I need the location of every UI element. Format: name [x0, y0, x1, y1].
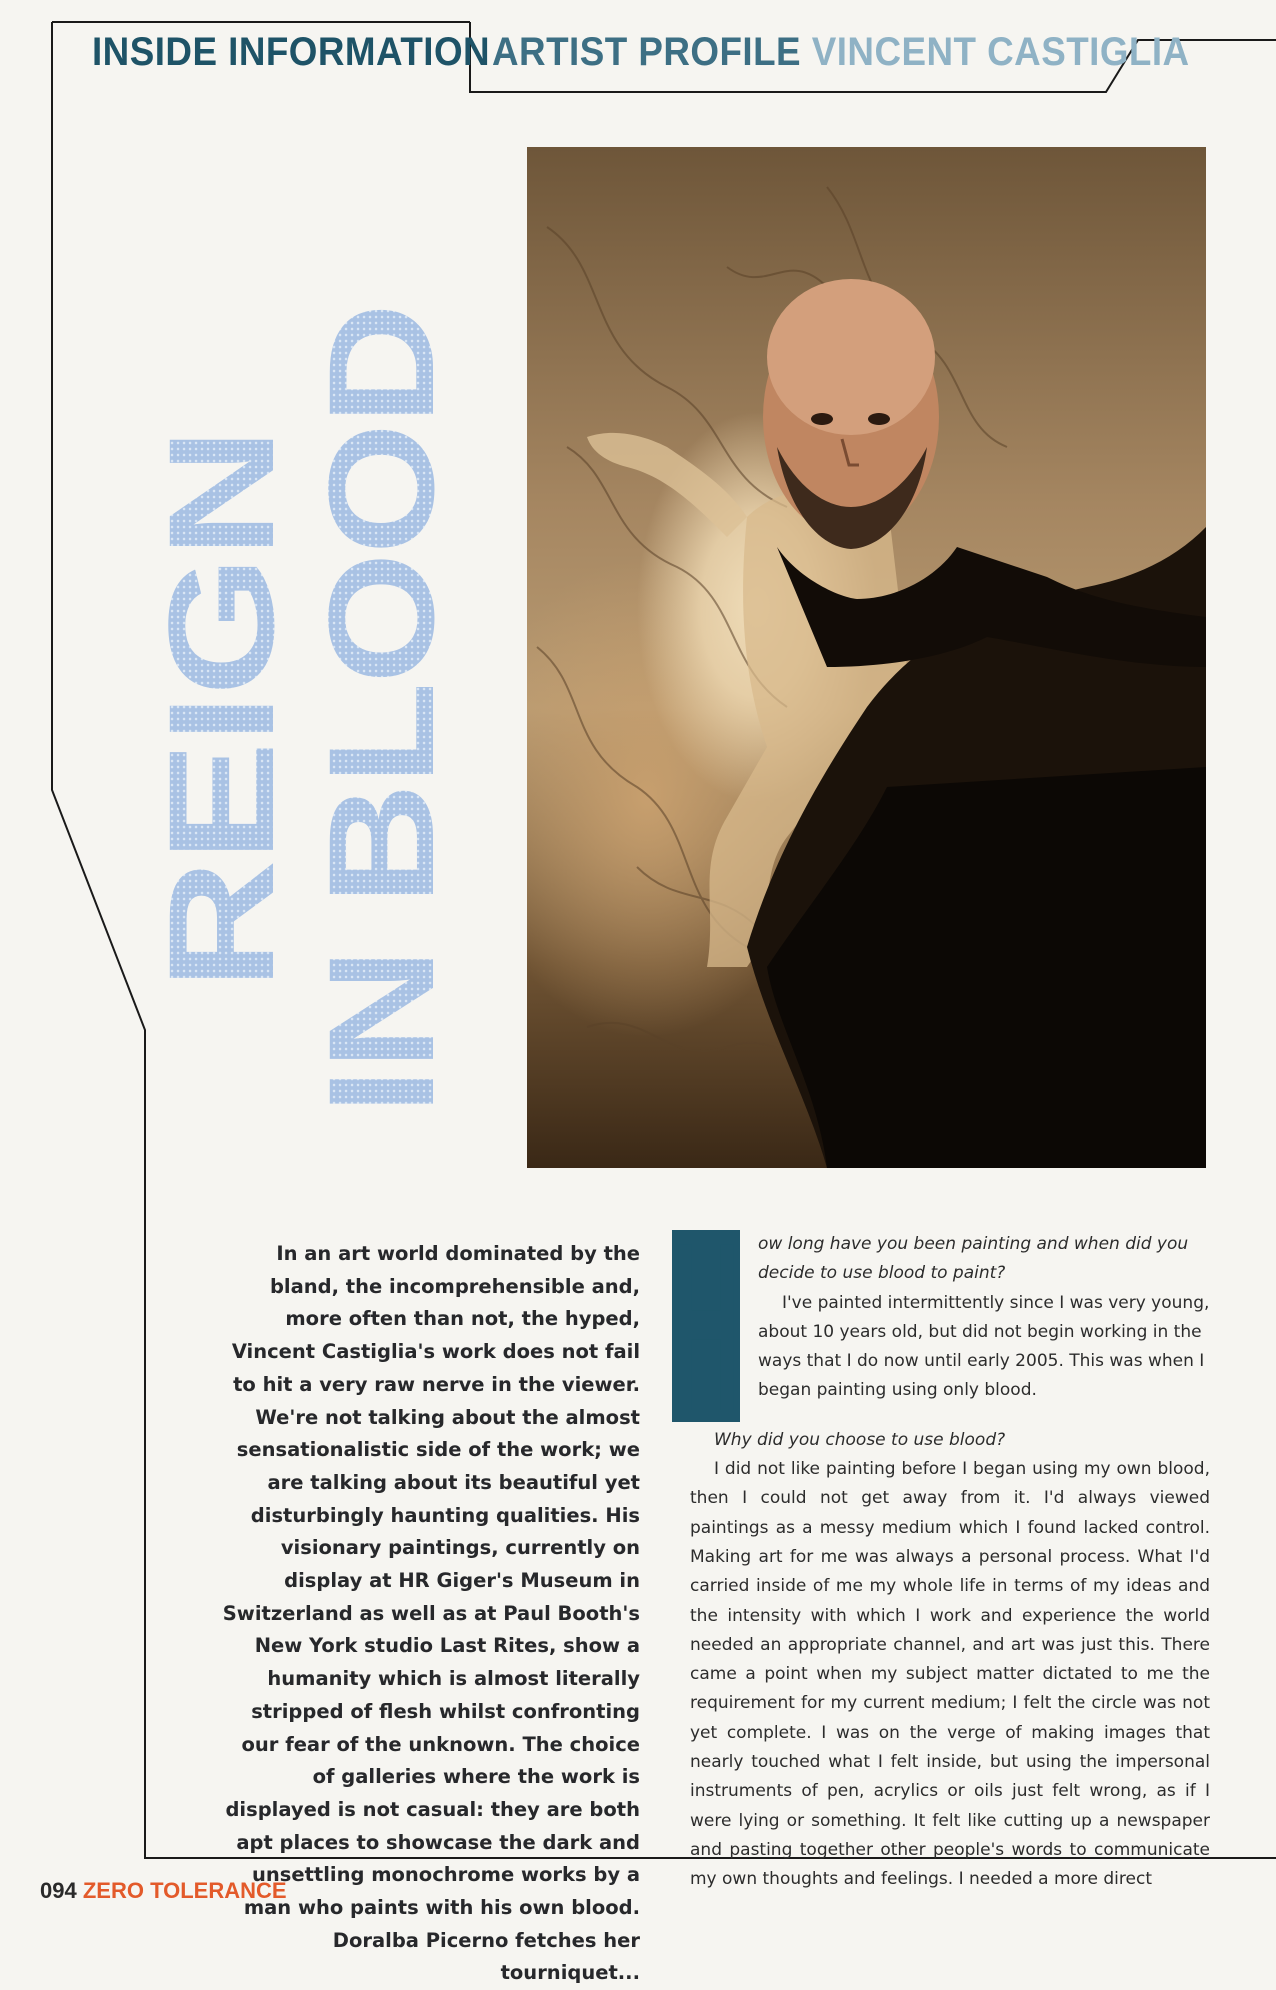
kicker: ARTIST PROFILE — [492, 30, 802, 74]
page-footer — [40, 1878, 287, 1904]
section-label: INSIDE INFORMATION — [92, 30, 491, 74]
question-2: Why did you choose to use blood? — [714, 1429, 1006, 1450]
interview-body — [690, 1230, 1210, 1895]
question-1: ow long have you been painting and when did you decide to use blood to paint? — [758, 1234, 1189, 1284]
title-graphic — [120, 300, 530, 1120]
title-line1: REIGN — [137, 524, 305, 990]
answer-2: I did not like painting before I began using my own blood, then I could not get away from it. I'd always viewed paintings as a messy medium which I found lacked control. Making art for me was always a personal process. What I'd carried inside of me my whole life in terms of my ideas and the intensity with which I work and experience the world needed an appropriate channel, and art was just this. There came a point when my subject matter dictated to me the requirement for my current medium; I felt the circle was not yet complete. I was on the verge of making images that nearly touched what I felt inside, but using the impersonal instruments of pen, acrylics or oils just felt wrong, as if I were lying or something. It felt like cutting up a newspaper and pasting together other people's words to communicate my own thoughts and feelings. I needed a more direct — [690, 1459, 1210, 1890]
article-title — [120, 300, 530, 1120]
title-line2: IN BLOOD — [297, 397, 465, 1116]
artist-photo — [527, 147, 1206, 1168]
standfirst: In an art world dominated by the bland, the incomprehensible and, more often than not, the hyped, Vincent Castiglia's work does not fail to hit a very raw nerve in the viewer. We're not talking about the almost sensationalistic side of the work; we are talking about its beautiful yet disturbingly haunting qualities. His visionary paintings, currently on display at HR Giger's Museum in Switzerland as well as at Paul Booth's New York studio Last Rites, show a humanity which is almost literally stripped of flesh whilst confronting our fear of the unknown. The choice of galleries where the work is displayed is not casual: they are both apt places to showcase the dark and unsettling monochrome works by a man who paints with his own blood. Doralba Picerno fetches her tourniquet... — [222, 1242, 640, 1985]
artist-name: VINCENT CASTIGLIA — [811, 30, 1190, 74]
artist-profile-header — [492, 30, 1190, 75]
drop-cap-text: H — [672, 1230, 740, 1422]
answer-1: I've painted intermittently since I was very young, about 10 years old, but did not begin working in the ways that I do now until early 2005. This was when I began painting using only blood. — [758, 1292, 1210, 1401]
page-number: 094 — [40, 1878, 77, 1903]
magazine-name: ZERO TOLERANCE — [82, 1878, 287, 1903]
